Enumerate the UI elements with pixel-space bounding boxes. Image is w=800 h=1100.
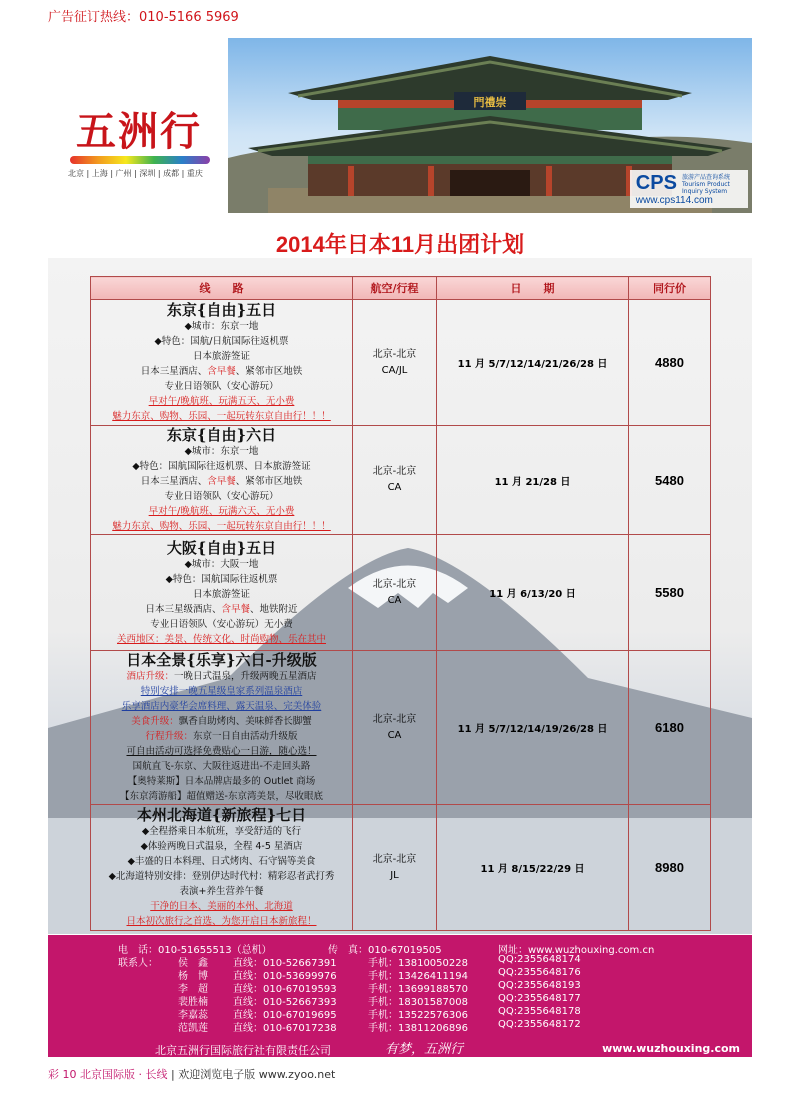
contact-mobile: 手机：13811206896 [368, 1023, 468, 1034]
online-edition-link[interactable]: | 欢迎浏览电子版 www.zyoo.net [171, 1068, 336, 1081]
header-route: 线 路 [91, 277, 353, 300]
route-title: 大阪{自由}五日 [166, 538, 277, 557]
temple-sign: 門禮崇 [473, 96, 507, 109]
route-line: ◆北海道特别安排：登别伊达时代村：精彩忍者武打秀 [108, 871, 335, 882]
table-header-row [91, 277, 711, 300]
contact-name: 裴胜楠 [178, 997, 208, 1008]
tour-plan-table [90, 276, 711, 931]
contact-direct: 直线：010-67019593 [233, 984, 337, 995]
route-line: ◆全程搭乘日本航班，享受舒适的飞行 [141, 826, 302, 837]
airline-code: CA [387, 594, 402, 606]
contact-name: 杨 博 [178, 971, 208, 982]
breakfast-highlight: 含早餐 [207, 366, 236, 377]
route-line: ◆特色：国航/日航国际往返机票 [154, 336, 289, 347]
airline-route: 北京-北京 [372, 348, 417, 360]
cps-url[interactable]: www.cps114.com [635, 195, 713, 206]
route-cell [91, 535, 353, 651]
contact-name: 范凯莲 [178, 1023, 208, 1034]
route-text: 、紧邻市区地铁 [235, 366, 303, 377]
route-cell [91, 300, 353, 426]
route-text: 日本三星级酒店、 [145, 603, 222, 615]
airline-cell [353, 426, 437, 535]
route-text: 飘香自助烤肉、美味鲜香长脚蟹 [178, 716, 312, 727]
route-line: 专业日语领队（安心游玩） [164, 381, 279, 392]
route-line [91, 364, 352, 379]
table-row[interactable] [91, 535, 711, 651]
route-text: 日本三星酒店、 [140, 476, 208, 487]
dates-cell: 11 月 6/13/20 日 [437, 535, 629, 651]
header-banner [48, 38, 752, 213]
route-highlight: 干净的日本、美丽的本州、北海道 [150, 901, 293, 912]
route-line [91, 729, 352, 744]
route-line: 国航直飞-东京、大阪往返进出-不走回头路 [132, 761, 311, 772]
contact-qq: QQ:2355648177 [498, 993, 581, 1004]
price-cell: 8980 [629, 805, 711, 931]
route-highlight: 关西地区：美景、传统文化、时尚购物、乐在其中 [116, 633, 326, 645]
contact-name: 李 超 [178, 984, 208, 995]
route-title: 本州北海道{新旅程}七日 [136, 806, 307, 824]
route-highlight: 日本初次旅行之首选、为您开启日本新旅程！ [126, 916, 317, 927]
airline-cell [353, 535, 437, 651]
page-title: 2014年日本11月出团计划 [275, 232, 525, 257]
branch-cities: 北京 | 上海 | 广州 | 深圳 | 成都 | 重庆 [68, 169, 203, 178]
price-cell: 4880 [629, 300, 711, 426]
contact-mobile: 手机：13426411194 [368, 971, 468, 982]
route-highlight: 魅力东京、购物、乐园、一起玩转东京自由行！！！ [112, 411, 331, 422]
contact-mobile: 手机：13522576306 [368, 1010, 468, 1021]
airline-route: 北京-北京 [372, 466, 417, 477]
header-dates: 日 期 [437, 277, 629, 300]
contact-mobile: 手机：18301587008 [368, 997, 468, 1008]
route-text: 一晚日式温泉，升级两晚五星酒店 [174, 671, 317, 682]
route-line: ◆城市：东京一地 [184, 446, 259, 457]
route-line: ◆特色：国航国际往返机票、日本旅游签证 [132, 461, 311, 472]
brand-slogan: 有梦，五洲行 [385, 1042, 464, 1057]
contact-direct: 直线：010-67017238 [233, 1023, 337, 1034]
dates-cell: 11 月 21/28 日 [437, 426, 629, 535]
dates-cell: 11 月 5/7/12/14/21/26/28 日 [437, 300, 629, 426]
route-line: 专业日语领队（安心游玩） [164, 491, 279, 502]
route-line: 专业日语领队（安心游玩）无小费 [150, 618, 293, 630]
route-text: 、紧邻市区地铁 [235, 476, 303, 487]
route-line: ◆丰盛的日本料理、日式烤肉、石守锅等美食 [127, 856, 316, 867]
rainbow-swoosh-icon [70, 156, 210, 164]
route-highlight: 特别安排一晚五星级皇家系列温泉酒店 [140, 686, 303, 697]
route-line: ◆特色：国航国际往返机票 [165, 573, 278, 585]
contact-name: 李嘉蕊 [178, 1010, 208, 1021]
route-text: 东京一日自由活动升级版 [193, 731, 298, 742]
route-line [91, 669, 352, 684]
route-line: 【东京湾游船】超值赠送-东京湾美景，尽收眼底 [120, 791, 323, 802]
route-title: 东京{自由}五日 [166, 301, 277, 319]
contact-qq: QQ:2355648178 [498, 1006, 581, 1017]
contact-qq: QQ:2355648193 [498, 980, 581, 991]
contact-name: 侯 鑫 [178, 958, 208, 969]
cps-logo: CPS [635, 172, 677, 194]
table-row[interactable] [91, 805, 711, 931]
route-line: ◆城市：东京一地 [184, 321, 259, 332]
company-name: 北京五洲行国际旅行社有限责任公司 [155, 1044, 331, 1057]
airline-code: CA [387, 729, 402, 741]
fax: 传 真：010-67019505 [328, 945, 442, 956]
dates-cell: 11 月 5/7/12/14/19/26/28 日 [437, 651, 629, 805]
price-cell: 5580 [629, 535, 711, 651]
route-highlight: 魅力东京、购物、乐园、一起玩转东京自由行！！！ [112, 521, 331, 532]
route-highlight: 早对午/晚航班、玩满六天、无小费 [148, 506, 295, 517]
airline-route: 北京-北京 [372, 578, 417, 590]
route-text: 日本三星酒店、 [140, 366, 208, 377]
dates-cell: 11 月 8/15/22/29 日 [437, 805, 629, 931]
route-line [91, 474, 352, 489]
route-cell [91, 426, 353, 535]
route-line: 可自由活动可选择免费贴心一日游，随心选！ [126, 746, 317, 757]
main-phone: 电 话：010-51655513（总机） [118, 945, 272, 956]
route-line: 日本旅游签证 [192, 351, 250, 362]
route-line: ◆城市：大阪一地 [184, 558, 259, 570]
price-cell: 5480 [629, 426, 711, 535]
cps-badge [630, 170, 748, 208]
ad-hotline: 广告征订热线：010-5166 5969 [48, 10, 239, 25]
contact-mobile: 手机：13810050228 [368, 958, 468, 969]
airline-cell [353, 651, 437, 805]
route-line: 日本旅游签证 [192, 588, 250, 600]
route-title: 东京{自由}六日 [166, 426, 277, 444]
route-line [91, 602, 352, 617]
contact-qq: QQ:2355648172 [498, 1019, 581, 1030]
contact-mobile: 手机：13699188570 [368, 984, 468, 995]
wuzhouxing-logo: 五洲行 [76, 108, 202, 155]
contact-qq: QQ:2355648174 [498, 954, 581, 965]
route-highlight: 早对午/晚航班、玩满五天、无小费 [148, 396, 295, 407]
upgrade-label: 美食升级： [131, 716, 179, 727]
table-row[interactable] [91, 300, 711, 426]
tour-plan-panel [48, 258, 752, 934]
price-cell: 6180 [629, 651, 711, 805]
header-price: 同行价 [629, 277, 711, 300]
edition-label: 北京国际版 · 长线 [80, 1068, 168, 1081]
table-row[interactable] [91, 651, 711, 805]
table-row[interactable] [91, 426, 711, 535]
contact-direct: 直线：010-67019695 [233, 1010, 337, 1021]
airline-code: CA [387, 482, 402, 493]
page-number: 彩 10 [48, 1068, 77, 1081]
brand-area [48, 38, 228, 213]
contact-qq: QQ:2355648176 [498, 967, 581, 978]
route-title: 日本全景{乐享}六日-升级版 [126, 651, 317, 669]
route-highlight: 乐享酒店内豪华会席料理、露天温泉、完美体验 [121, 701, 322, 712]
cps-subtitle: 旅游产品查询系统 Tourism Product Inquiry System [682, 174, 731, 195]
breakfast-highlight: 含早餐 [221, 603, 250, 615]
header-airline: 航空/行程 [353, 277, 437, 300]
route-line [91, 714, 352, 729]
route-cell [91, 805, 353, 931]
airline-route: 北京-北京 [372, 713, 417, 725]
airline-route: 北京-北京 [372, 853, 417, 865]
contacts-label: 联系人： [118, 958, 158, 969]
contact-direct: 直线：010-53699976 [233, 971, 337, 982]
page-footer [48, 1066, 335, 1082]
route-line: 表演+养生营养午餐 [179, 886, 264, 897]
company-website[interactable]: www.wuzhouxing.com [602, 1042, 740, 1055]
breakfast-highlight: 含早餐 [207, 476, 236, 487]
contact-direct: 直线：010-52667393 [233, 997, 337, 1008]
route-cell [91, 651, 353, 805]
airline-cell [353, 805, 437, 931]
airline-cell [353, 300, 437, 426]
website-link[interactable]: 网址：www.wuzhouxing.com.cn [498, 945, 655, 956]
upgrade-label: 行程升级： [145, 731, 193, 742]
contact-direct: 直线：010-52667391 [233, 958, 337, 969]
route-line: 【奥特莱斯】日本品牌店最多的 Outlet 商场 [127, 776, 316, 787]
route-text: 、地铁附近 [250, 603, 298, 615]
airline-code: CA/JL [381, 364, 408, 376]
upgrade-label: 酒店升级： [126, 671, 174, 682]
route-line: ◆体验两晚日式温泉，全程 4-5 星酒店 [140, 841, 303, 852]
airline-code: JL [390, 869, 399, 881]
